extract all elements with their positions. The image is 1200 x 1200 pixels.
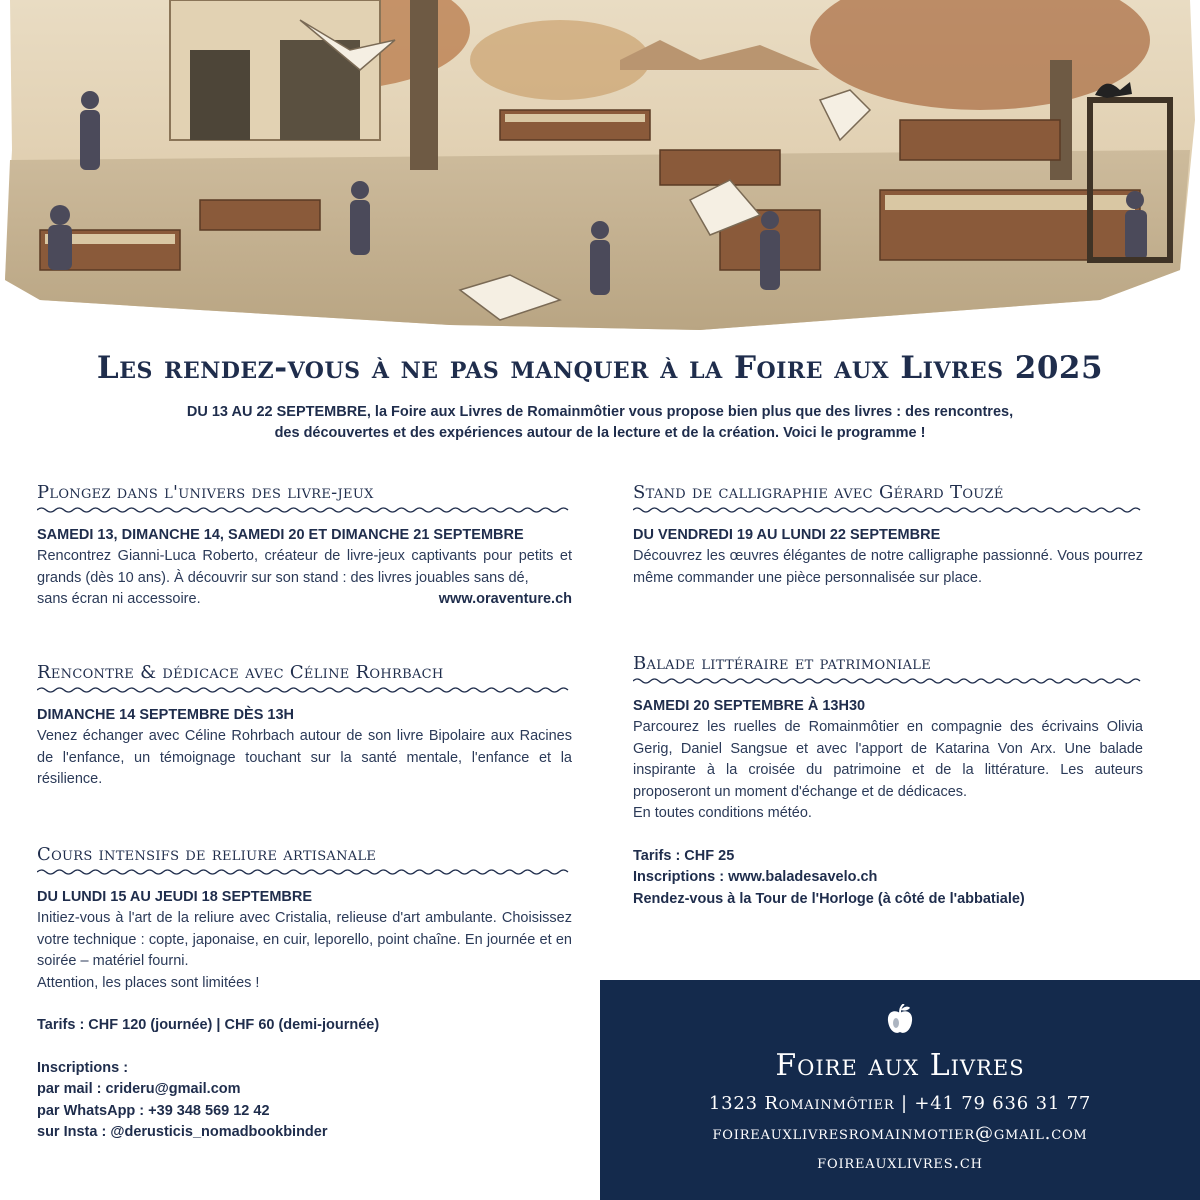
meeting-point: Rendez-vous à la Tour de l'Horloge (à côté de l'abbatiale) [633, 890, 1025, 907]
contact-email[interactable]: foireauxlivresromainmotier@gmail.com [712, 1123, 1088, 1144]
book-fair-illustration [0, 0, 1200, 335]
section-body: Découvrez les œuvres élégantes de notre calligraphe passionné. Vous pourrez même commander une pièce personnalisée sur place. [633, 548, 1143, 586]
section-date: DU LUNDI 15 AU JEUDI 18 SEPTEMBRE [37, 889, 313, 905]
section-note: Attention, les places sont limitées ! [37, 974, 260, 991]
wave-divider [37, 868, 569, 876]
section-body [37, 546, 572, 611]
section-date: SAMEDI 20 SEPTEMBRE À 13H30 [633, 698, 866, 714]
link-line [37, 589, 572, 611]
section-livre-jeux [37, 482, 572, 611]
inscriptions-link[interactable]: Inscriptions : www.baladesavelo.ch [633, 869, 878, 885]
inscriptions-title: Inscriptions : [37, 1059, 129, 1076]
contact-block [600, 980, 1200, 1200]
section-text: Rencontrez Gianni-Luca Roberto, créateur de livre-jeux captivants pour petits et grands (dès 10 ans). À découvrir sur son stand : des livres jouables sans dé, [37, 548, 572, 586]
section-body [37, 908, 572, 1144]
section-date: DIMANCHE 14 SEPTEMBRE DÈS 13H [37, 707, 295, 723]
intro-text [150, 402, 1050, 444]
section-meteo: En toutes conditions météo. [633, 805, 812, 821]
tarifs: Tarifs : CHF 25 [633, 847, 735, 864]
contact-name: Foire aux Livres [775, 1048, 1025, 1083]
wave-divider [633, 506, 1141, 514]
section-title: Cours intensifs de reliure artisanale [37, 844, 377, 865]
contact-whatsapp[interactable]: par WhatsApp : +39 348 569 12 42 [37, 1102, 270, 1119]
wave-divider [633, 677, 1141, 685]
illustration-art [0, 0, 1200, 335]
contact-address: 1323 Romainmôtier | +41 79 636 31 77 [708, 1093, 1092, 1114]
intro-line1: , la Foire aux Livres de Romainmôtier vous propose bien plus que des livres : des rencontres, [366, 404, 1014, 420]
section-title: Plongez dans l'univers des livre-jeux [37, 482, 374, 503]
section-text: Initiez-vous à l'art de la reliure avec Cristalia, relieuse d'art ambulante. Choisissez votre technique : copte, japonaise, en cuir, leporello, point chaîne. En journée et en soirée – matériel fourni. [37, 910, 572, 969]
apple-icon [886, 1004, 914, 1036]
contact-insta[interactable]: sur Insta : @derusticis_nomadbookbinder [37, 1124, 328, 1140]
contact-mail[interactable]: par mail : crideru@gmail.com [37, 1081, 241, 1097]
contact-website[interactable]: foireauxlivres.ch [817, 1152, 983, 1173]
wave-divider [37, 686, 569, 694]
section-title: Stand de calligraphie avec Gérard Touzé [633, 482, 1004, 503]
section-dedicace [37, 662, 572, 791]
section-text: Parcourez les ruelles de Romainmôtier en compagnie des écrivains Olivia Gerig, Daniel Sangsue et avec l'apport de Katarina Von Arx. Une balade inspirante à la croisée du patrimoine et de la littérature. Les auteurs proposeront un moment d'échange et de dédicaces. [633, 719, 1143, 800]
section-date: SAMEDI 13, DIMANCHE 14, SAMEDI 20 ET DIMANCHE 21 SEPTEMBRE [37, 527, 524, 543]
section-title: Rencontre & dédicace avec Céline Rohrbach [37, 662, 444, 683]
section-date: DU VENDREDI 19 AU LUNDI 22 SEPTEMBRE [633, 527, 941, 543]
section-balade [633, 653, 1143, 910]
section-calligraphie [633, 482, 1143, 589]
page-title: Les rendez-vous à ne pas manquer à la Foire aux Livres 2025 [96, 350, 1104, 386]
section-body: Venez échanger avec Céline Rohrbach autour de son livre Bipolaire aux Racines de l'enfance, un témoignage touchant sur la santé mentale, l'enfance et la résilience. [37, 728, 572, 787]
intro-dates: DU 13 AU 22 SEPTEMBRE [186, 404, 367, 420]
wave-divider [37, 506, 569, 514]
section-title: Balade littéraire et patrimoniale [633, 653, 932, 674]
section-body [633, 717, 1143, 910]
website-link[interactable]: www.oraventure.ch [438, 591, 572, 607]
section-text-end: sans écran ni accessoire. [37, 591, 201, 607]
section-reliure [37, 844, 572, 1144]
intro-line2: des découvertes et des expériences autour de la lecture et de la création. Voici le programme ! [274, 425, 926, 441]
tarifs: Tarifs : CHF 120 (journée) | CHF 60 (demi-journée) [37, 1017, 380, 1033]
